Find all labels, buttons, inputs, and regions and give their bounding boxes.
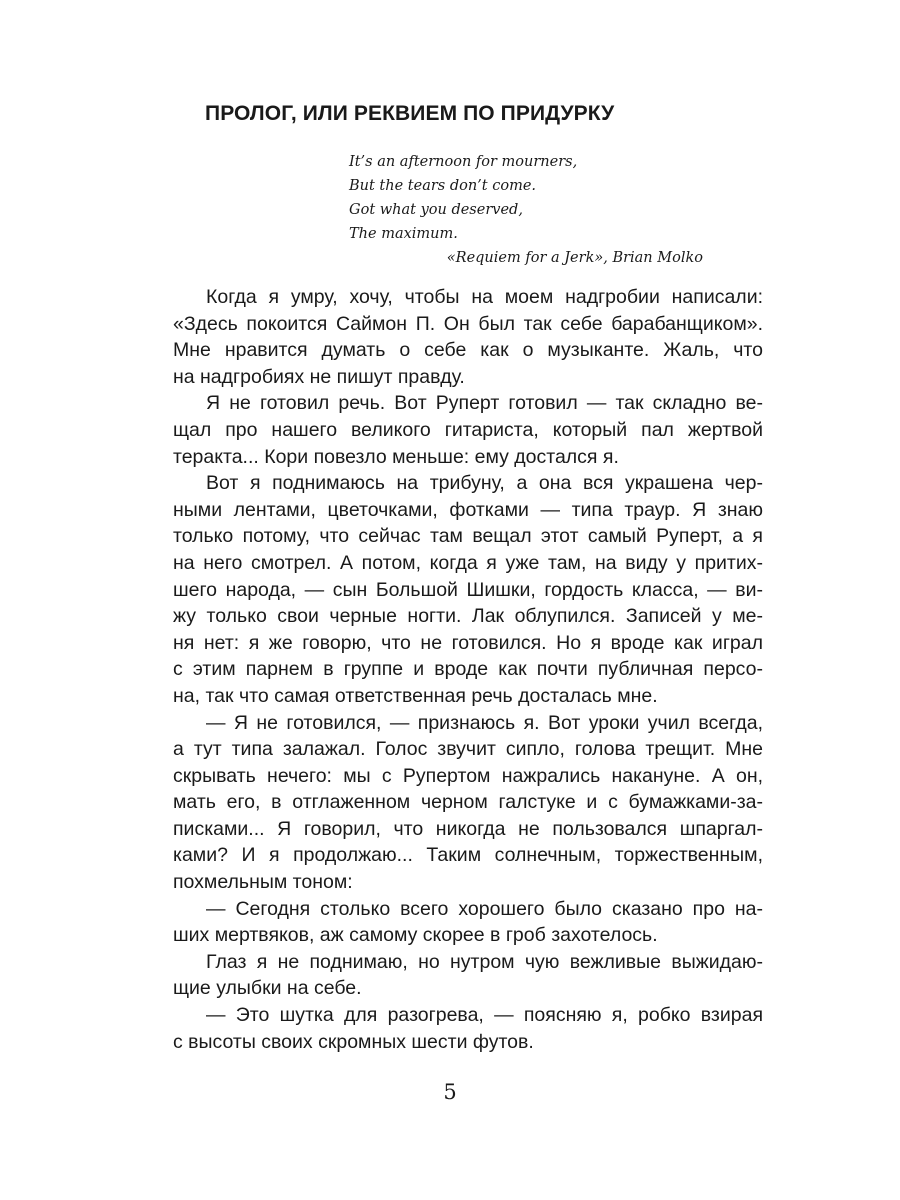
text-line: мать его, в отглаженном черном галстуке и с бумажками-за-: [173, 791, 763, 814]
paragraph: [173, 284, 763, 390]
text-line: — Я не готовился, — признаюсь я. Вот уроки учил всегда,: [206, 711, 763, 734]
text-line: скрывать нечего: мы с Рупертом нажрались накануне. А он,: [173, 764, 763, 787]
text-line: — Сегодня столько всего хорошего было сказано про на-: [206, 897, 763, 920]
text-line: шего народа, — сын Большой Шишки, гордость класса, — ви-: [173, 578, 763, 601]
text-line: ными лентами, цветочками, фотками — типа траур. Я знаю: [173, 498, 763, 521]
epigraph: [349, 150, 709, 270]
text-line: с высоты своих скромных шести футов.: [173, 1030, 534, 1053]
text-line: Мне нравится думать о себе как о музыканте. Жаль, что: [173, 339, 763, 362]
paragraph: [173, 390, 763, 470]
text-line: похмельным тоном:: [173, 871, 353, 894]
body-text: [173, 284, 763, 1055]
epigraph-line: But the tears don’t come.: [349, 178, 537, 194]
paragraph: [173, 1002, 763, 1055]
text-line: Когда я умру, хочу, чтобы на моем надгробии написали:: [206, 286, 763, 308]
text-line: а тут типа залажал. Голос звучит сипло, голова трещит. Мне: [173, 738, 763, 761]
paragraph: [173, 896, 763, 949]
paragraph: [173, 470, 763, 709]
text-line: Вот я поднимаюсь на трибуну, а она вся украшена чер-: [206, 472, 763, 495]
text-line: писками... Я говорил, что никогда не пользовался шпаргал-: [173, 817, 763, 840]
text-line: ня нет: я же говорю, что не готовился. Но я вроде как играл: [173, 631, 763, 654]
text-line: Я не готовил речь. Вот Руперт готовил — так складно ве-: [206, 392, 763, 415]
page-number: 5: [443, 1080, 457, 1104]
text-line: на него смотрел. А потом, когда я уже там, на виду у притих-: [173, 551, 763, 574]
paragraph: [173, 949, 763, 1002]
text-line: на, так что самая ответственная речь досталась мне.: [173, 684, 658, 707]
epigraph-line: Got what you deserved,: [349, 202, 523, 218]
text-line: ками? И я продолжаю... Таким солнечным, торжественным,: [173, 844, 763, 867]
text-line: щал про нашего великого гитариста, который пал жертвой: [173, 418, 763, 441]
text-line: жу только свои черные ногти. Лак облупился. Записей у ме-: [173, 605, 763, 628]
epigraph-attribution: «Requiem for a Jerk», Brian Molko: [446, 250, 703, 266]
text-line: — Это шутка для разогрева, — поясняю я, робко взирая: [206, 1004, 763, 1027]
epigraph-line: The maximum.: [349, 226, 458, 242]
paragraph: [173, 710, 763, 896]
text-line: ших мертвяков, аж самому скорее в гроб захотелось.: [173, 924, 658, 947]
text-line: теракта... Кори повезло меньше: ему достался я.: [173, 445, 619, 468]
epigraph-line: It’s an afternoon for mourners,: [349, 154, 578, 170]
text-line: на надгробиях не пишут правду.: [173, 365, 465, 388]
text-line: щие улыбки на себе.: [173, 977, 362, 1000]
chapter-title: ПРОЛОГ, ИЛИ РЕКВИЕМ ПО ПРИДУРКУ: [205, 102, 615, 125]
text-line: с этим парнем в группе и вроде как почти публичная персо-: [173, 658, 763, 681]
text-line: «Здесь покоится Саймон П. Он был так себе барабанщиком».: [173, 312, 763, 335]
text-line: Глаз я не поднимаю, но нутром чую вежливые выжидаю-: [206, 950, 763, 973]
text-line: только потому, что сейчас там вещал этот самый Руперт, а я: [173, 525, 763, 548]
